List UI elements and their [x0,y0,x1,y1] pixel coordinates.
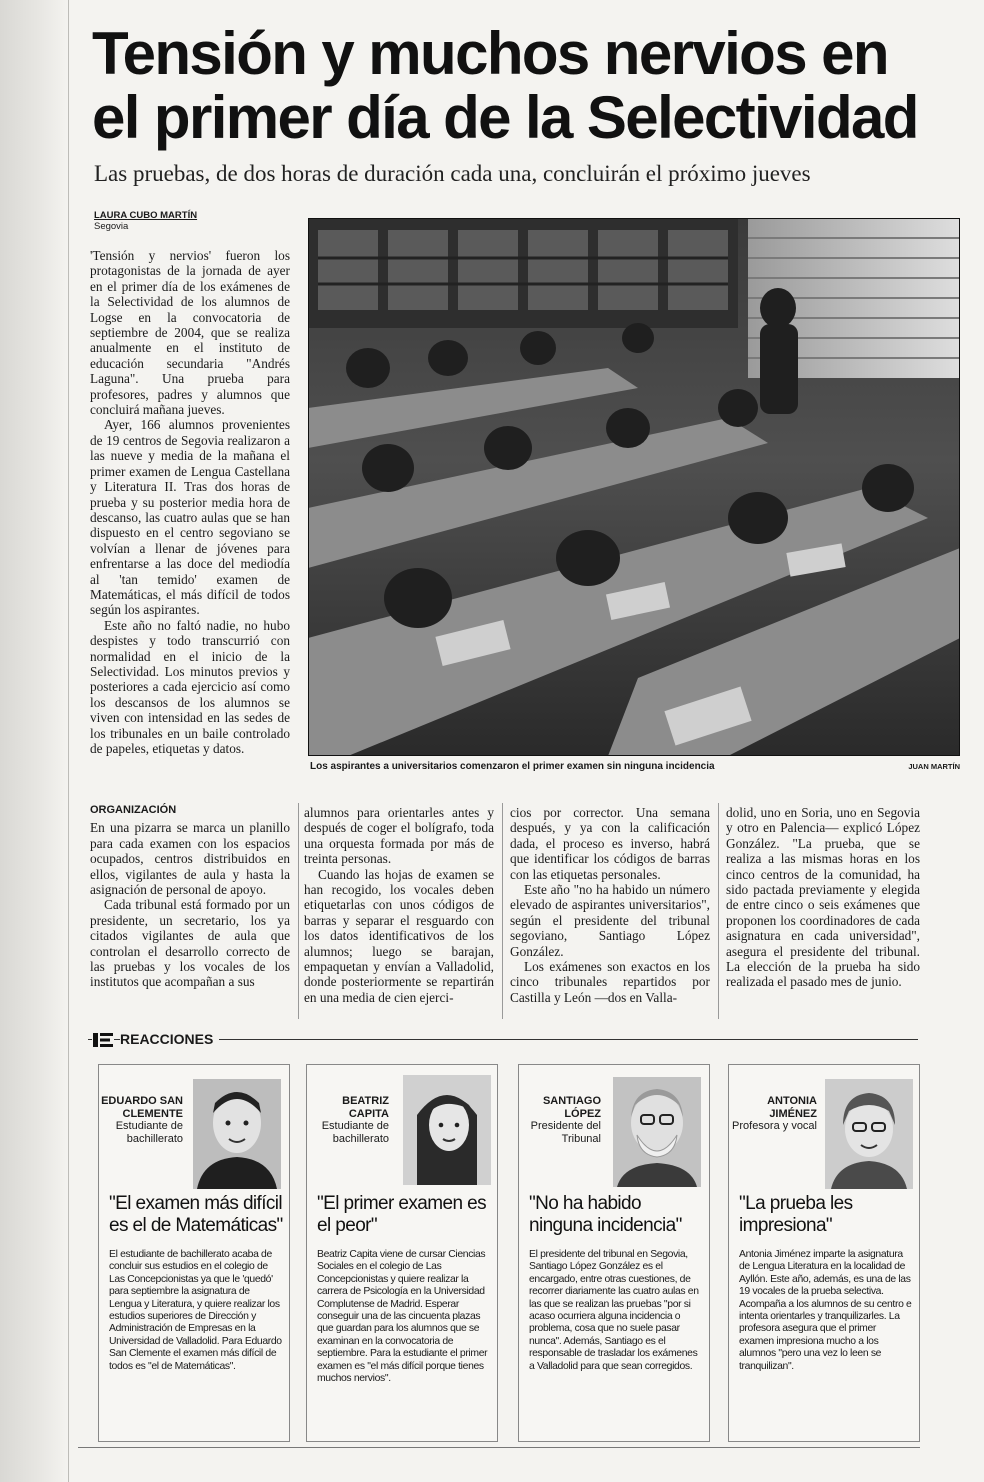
reactions-title: REACCIONES [120,1031,219,1047]
reaction-quote: "No ha habido ninguna incidencia" [529,1193,682,1236]
portrait-photo [613,1077,701,1187]
portrait-photo [825,1079,913,1189]
byline [94,210,197,232]
headline [92,22,962,150]
reaction-name: ANTONIA JIMÉNEZ [767,1095,817,1120]
reaction-text: Beatriz Capita viene de cursar Ciencias Sociales en el colegio de Las Concepcionistas y quiere realizar la carrera de Psicología en la Universidad Complutense de Madrid. Esperar conseguir una de las cincuenta plazas que guardan para los alumnos que se examinan en la convocatoria de septiembre. Para la estudiante el primer examen es "el más difícil porque tienes muchos nervios". [317,1249,488,1385]
portrait-photo [403,1075,491,1185]
section-heading: ORGANIZACIÓN [90,804,177,816]
reaction-person [307,1095,389,1145]
body-paragraph: Ayer, 166 alumnos provenientes de 19 centros de Segovia realizaron a las nueve y media de la mañana el primer examen de Lengua Castellana y Literatura II. Tras dos horas de prueba y su posterior media hora de descanso, las cuatro aulas que se han dispuesto en el centro segoviano se volvían a llenar de jóvenes para enfrentarse a las doce del mediodía al 'tan temido' examen de Matemáticas, el más difícil de todos según los aspirantes. [90,417,290,618]
reaction-person [99,1095,183,1145]
body-paragraph: dolid, uno en Soria, uno en Segovia y otro en Palencia— explicó López González. "La prueba, que se realiza a las mismas horas en los cinco centros de la comunidad, ha sido pactada previamente y elegida de entre cinco o seis exámenes que proponen los coordinadores de cada asignatura en cada universidad", asegura el presidente del tribunal. La elección de la prueba ha sido realizada el pasado mes de junio. [726,805,920,990]
reaction-name: BEATRIZ CAPITA [342,1095,389,1120]
photo-credit: JUAN MARTÍN [908,762,960,771]
exam-hall-photo-graphic [308,218,960,756]
reaction-text: El estudiante de bachillerato acaba de concluir sus estudios en el colegio de Las Concepcionistas ya que le 'quedó' para septiembre la asignatura de Lengua y Literatura, y quiere realizar los estudios superiores de Dirección y Administración de Empresas en la Universidad de Valladolid. Para Eduardo San Clemente el examen más difícil de todos es "el de Matemáticas". [109,1249,282,1372]
reaction-name: SANTIAGO LÓPEZ [542,1095,601,1120]
reaction-text: El presidente del tribunal en Segovia, Santiago López González es el encargado, entre otras cuestiones, de recorrer diariamente las cuatro aulas en las que se realizan las pruebas "por si acaso ocurriera alguna incidencia o problema, cosa que no suele pasar nunca". Además, Santiago es el responsable de trasladar los exámenes a Valladolid para que sean corregidos. [529,1249,699,1372]
reaction-card-antonia [728,1064,920,1442]
exam-hall-photo [308,218,960,756]
newspaper-logo-icon [92,1031,114,1049]
organization-column-2 [304,805,494,1005]
lead-column [90,248,290,756]
reaction-person [519,1095,601,1145]
reaction-role: Estudiante de bachillerato [321,1120,389,1145]
bottom-rule [78,1447,920,1448]
reaction-role: Presidente del Tribunal [530,1120,601,1145]
scan-margin [0,0,68,1482]
column-divider [718,803,719,1019]
reactions-section-header [88,1030,918,1050]
body-paragraph: Este año "no ha habido un número elevado de aspirantes universitarios", según el presidente del tribunal segoviano, Santiago López González. [510,882,710,959]
headline-line-1: Tensión y muchos nervios en [92,20,888,87]
reaction-card-eduardo [98,1064,290,1442]
byline-city: Segovia [94,221,129,232]
body-paragraph: 'Tensión y nervios' fueron los protagonistas de la jornada de ayer en el primer día de los exámenes de la Selectividad de los alumnos de Logse en la convocatoria de septiembre de 2004, que se realiza anualmente en el instituto de educación secundaria "Andrés Laguna". Una prueba para profesores, padres y alumnos que concluirá mañana jueves. [90,248,290,418]
reaction-text: Antonia Jiménez imparte la asignatura de Lengua Literatura en la localidad de Ayllón. Este año, además, es una de las 19 vocales de la prueba selectiva. Acompaña a los alumnos de su centro e intenta orientarles y tranquilizarles. La profesora asegura que el primer examen impresiona mucho a los alumnos "pero una vez lo leen se tranquilizan". [739,1249,912,1372]
body-paragraph: cios por corrector. Una semana después, y ya con la calificación dada, el proceso es inverso, habrá que identificar los códigos de barras con las etiquetas personales. [510,805,710,882]
fold-line [68,0,69,1482]
reaction-role: Profesora y vocal [732,1120,817,1132]
subheadline: Las pruebas, de dos horas de duración cada una, concluirán el próximo jueves [94,161,811,186]
reaction-person [729,1095,817,1133]
reaction-quote: "El examen más difícil es el de Matemáticas" [109,1193,283,1236]
reaction-card-santiago [518,1064,710,1442]
body-paragraph: Los exámenes son exactos en los cinco tribunales repartidos por Castilla y León —dos en Valla- [510,959,710,1005]
reaction-card-beatriz [306,1064,498,1442]
organization-column-3 [510,805,710,1005]
reaction-quote: "El primer examen es el peor" [317,1193,486,1236]
organization-column-1 [90,803,290,990]
reaction-name: EDUARDO SAN CLEMENTE [101,1095,183,1120]
body-paragraph: Cada tribunal está formado por un presidente, un secretario, los ya citados vigilantes de aula que controlan el desarrollo correcto de las pruebas y los vocales de los institutos que acompañan a sus [90,897,290,990]
reaction-quote: "La prueba les impresiona" [739,1193,853,1236]
body-paragraph: Este año no faltó nadie, no hubo despistes y todo transcurrió con normalidad en el inicio de la Selectividad. Los minutos previos y posteriores a cada ejercicio así como los descansos de los alumnos se viven con intensidad en las sedes de los tribunales en un baile controlado de papeles, etiquetas y datos. [90,617,290,756]
body-paragraph: En una pizarra se marca un planillo para cada examen con los espacios ocupados, centros distribuidos en ellos, vigilantes de aula y hasta la asignación de personal de apoyo. [90,820,290,898]
headline-line-2: el primer día de la Selectividad [92,84,918,151]
column-divider [298,803,299,1019]
byline-author: LAURA CUBO MARTÍN [94,210,198,221]
body-paragraph: alumnos para orientarles antes y después de coger el bolígrafo, toda una orquesta formada por más de treinta personas. [304,805,494,867]
reaction-role: Estudiante de bachillerato [115,1120,183,1145]
organization-column-4 [726,805,920,990]
column-divider [502,803,503,1019]
photo-caption-text: Los aspirantes a universitarios comenzaron el primer examen sin ninguna incidencia [310,761,715,772]
photo-caption [310,761,960,772]
body-paragraph: Cuando las hojas de examen se han recogido, los vocales deben etiquetarlas con unos códigos de barras y separar el resguardo con los datos identificativos de los alumnos; luego se barajan, empaquetan y envían a Valladolid, donde posteriormente se repartirán en una media de cien ejerci- [304,866,494,1005]
portrait-photo [193,1079,281,1189]
